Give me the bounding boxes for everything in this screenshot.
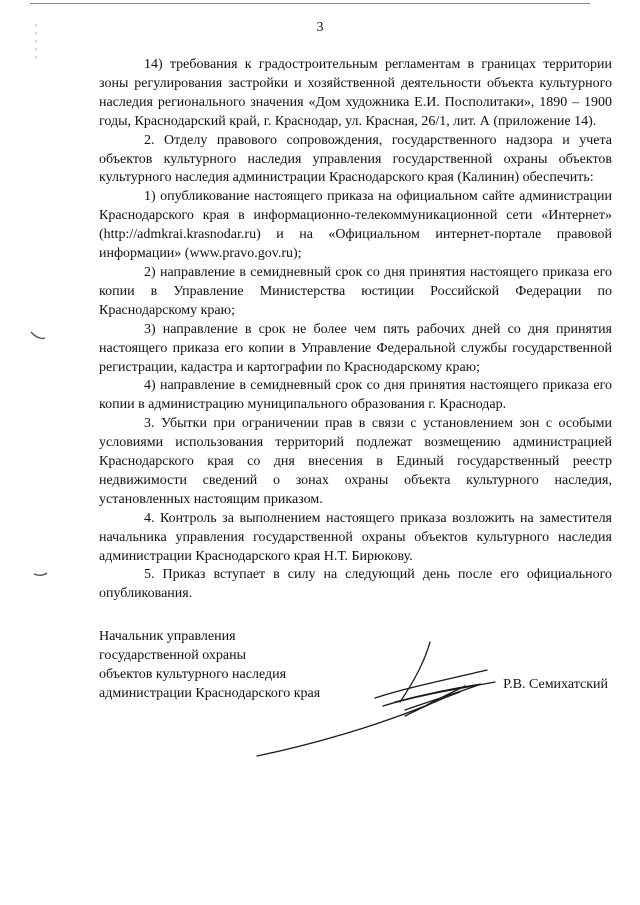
paragraph-point-4: 4. Контроль за выполнением настоящего приказа возложить на заместителя начальника управления государственной охраны объектов культурного наследия администрации Краснодарского края Н.Т. Бирюкову. (99, 510, 612, 564)
signatory-position-line: объектов культурного наследия (99, 667, 287, 682)
margin-mark-lower (33, 568, 49, 580)
document-body (99, 56, 612, 604)
paragraph-subpoint-3: 3) направление в срок не более чем пять рабочих дней со дня принятия настоящего приказа его копии в Управление Федеральной службы государственной регистрации, кадастра и картографии по Краснодарскому краю; (99, 321, 612, 375)
signatory-position-line: администрации Краснодарского края (99, 686, 321, 701)
signatory-position-line: государственной охраны (99, 648, 247, 663)
paragraph-subpoint-1: 1) опубликование настоящего приказа на официальном сайте администрации Краснодарского края в информационно-телекоммуникационной сети «Интернет» (http://admkrai.krasnodar.ru) и на «Официальном интернет-портале правовой информации» (www.pravo.gov.ru); (99, 189, 612, 262)
paragraph-point-3: 3. Убытки при ограничении прав в связи с установлением зон с особыми условиями использования территорий подлежат возмещению администрацией Краснодарского края со дня внесения в Единый государственный реестр недвижимости сведений о зонах охраны объекта культурного наследия, установленных настоящим приказом. (99, 416, 612, 507)
signatory-name: Р.В. Семихатский (503, 677, 608, 692)
paragraph-subpoint-4: 4) направление в семидневный срок со дня принятия настоящего приказа его копии в администрацию муниципального образования г. Краснодар. (99, 378, 612, 413)
margin-mark-upper (30, 330, 46, 342)
handwritten-signature (255, 640, 530, 760)
signatory-position-line: Начальник управления (99, 629, 236, 644)
top-scan-rule (30, 3, 590, 4)
page-number: 3 (316, 20, 324, 35)
paragraph-point-5: 5. Приказ вступает в силу на следующий день после его официального опубликования. (99, 567, 612, 602)
paragraph-subpoint-2: 2) направление в семидневный срок со дня принятия настоящего приказа его копии в Управление Министерства юстиции Российской Федерации по Краснодарскому краю; (99, 264, 612, 318)
paragraph-item-14: 14) требования к градостроительным регламентам в границах территории зоны регулирования застройки и хозяйственной деятельности объекта культурного наследия регионального значения «Дом художника Е.И. Посполитаки», 1890 – 1900 годы, Краснодарский край, г. Краснодар, ул. Красная, 26/1, лит. А (приложение 14). (99, 57, 612, 129)
paragraph-point-2: 2. Отделу правового сопровождения, государственного надзора и учета объектов культурного наследия управления государственной охраны объектов культурного наследия администрации Краснодарского края (Калинин) обеспечить: (99, 132, 612, 186)
